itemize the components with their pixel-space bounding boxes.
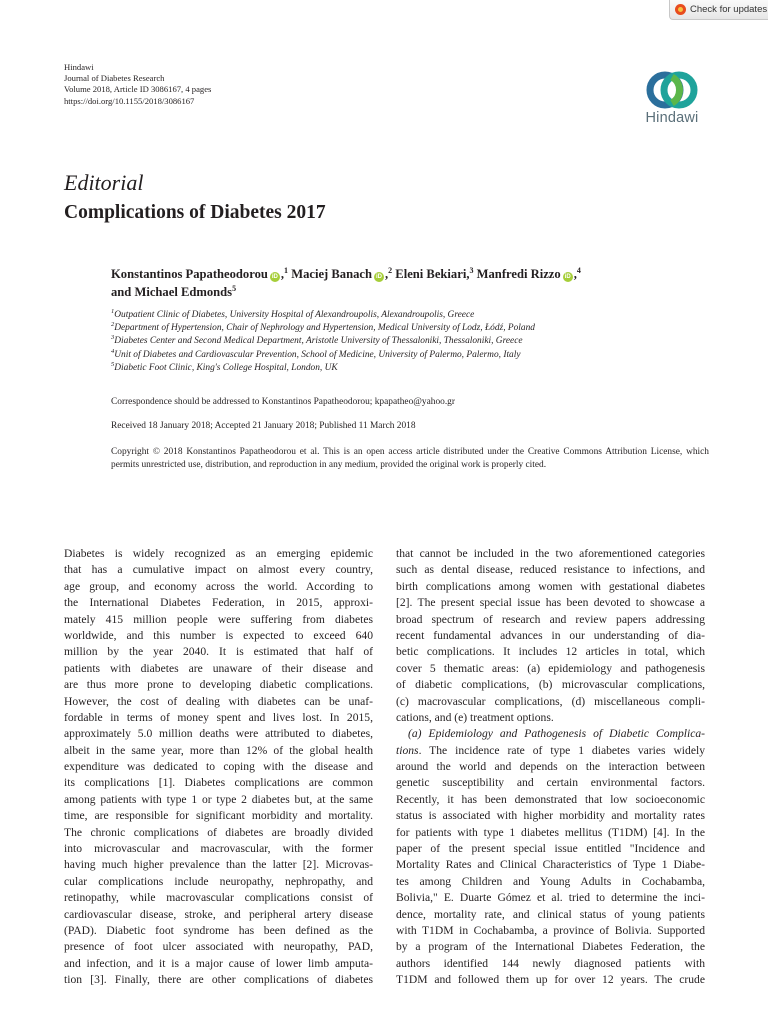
journal-name: Journal of Diabetes Research (64, 73, 165, 84)
body-line: are thus more prone to developing diabetic complications. (64, 678, 373, 692)
body-line: patients with diabetes are unaware of their disease and (64, 661, 373, 675)
body-line: worldwide, and this number is expected to exceed 640 (64, 628, 373, 642)
body-line: age group, and economy across the world. According to (64, 579, 373, 593)
body-line: recent fundamental advances in our understanding of dia- (396, 628, 705, 642)
author-affiliation-sup: 4 (576, 266, 581, 275)
body-line: mately 415 million people were suffering from diabetes (64, 612, 373, 626)
body-line: of diabetic complications, (b) microvascular complications, (396, 678, 705, 692)
affiliation-item: $^5$Diabetic Foot Clinic, King's College Hospital, London, UK (111, 360, 338, 373)
body-line: with T1DM in Cochabamba, a province of Bolivia. Supported (396, 923, 705, 937)
correspondence-note: Correspondence should be addressed to Konstantinos Papatheodorou; kpapatheo@yahoo.gr (111, 397, 455, 407)
body-line: dence, mortality rate, and clinical status of young patients (396, 907, 705, 921)
body-line: for patients with type 1 diabetes mellitus (T1DM) [4]. In the (396, 825, 705, 839)
body-line: million by the year 2040. It is estimated that half of (64, 645, 373, 659)
body-line: tion [3]. Finally, there are other complications of diabetes (64, 973, 373, 987)
body-line: cular complications include neuropathy, nephropathy, and (64, 874, 373, 888)
body-line: Mortality Rates and Clinical Characteristics of Type 1 Diabe- (396, 858, 705, 872)
article-title: Complications of Diabetes 2017 (64, 202, 326, 223)
orcid-icon[interactable]: iD (271, 274, 278, 280)
author-name[interactable]: and Michael Edmonds (111, 285, 233, 299)
body-line: [2]. The present special issue has been devoted to showcase a (396, 596, 705, 610)
author-name[interactable]: Maciej Banach (291, 267, 372, 281)
body-line: albeit in the same year, more than 12% of the global health (64, 743, 373, 757)
body-line: paper of the present special issue entitled "Incidence and (396, 842, 705, 856)
body-line: cardiovascular disease, stroke, and peripheral artery disease (64, 907, 373, 921)
body-line: that cannot be included in the two aforementioned categories (396, 547, 705, 560)
affiliation-item: $^2$Department of Hypertension, Chair of Nephrology and Hypertension, Medical University of Lodz, Łódź, Poland (111, 321, 535, 334)
author-name[interactable]: Konstantinos Papatheodorou (111, 267, 268, 281)
author-name[interactable]: Eleni Bekiari, (395, 267, 470, 281)
body-line: Recently, it has been demonstrated that low socioeconomic (396, 792, 705, 806)
body-line: having much higher prevalence than the latter [2]. Microvas- (64, 858, 373, 872)
body-line: However, the cost of dealing with diabetes can be unaf- (64, 694, 373, 708)
body-line: status is associated with higher morbidity and mortality rates (396, 809, 705, 823)
body-line: that has a cumulative impact on almost every country, (64, 563, 373, 577)
body-line: T1DM and followed them up for over 12 years. The crude (396, 973, 705, 987)
body-line: authors identified 144 newly diagnosed patients with (396, 956, 705, 970)
body-line: Diabetes is widely recognized as an emerging epidemic (64, 547, 373, 560)
check-for-updates-label: Check for updates (690, 4, 768, 15)
body-line: presence of foot ulcer associated with neuropathy, PAD, (64, 940, 373, 954)
body-line: fordable in terms of money spent and lives lost. In 2015, (64, 710, 373, 724)
orcid-icon[interactable]: iD (375, 274, 382, 280)
author-affiliation-sup: 5 (232, 284, 237, 293)
body-line: its complications [1]. Diabetes complications are common (64, 776, 373, 790)
author-affiliation-sup: 1 (284, 266, 289, 275)
copyright-notice: Copyright © 2018 Konstantinos Papatheodorou et al. This is an open access article distributed under the Creative Commons Attribution License, which permits unrestricted use, distribution, and reproduction in any medium, provided the original work is properly cited. (111, 447, 709, 471)
body-line: betic complications. It includes 12 articles in total, which (396, 645, 705, 659)
body-line: expenditure was dedicated to coping with the disease and (64, 760, 373, 774)
affiliation-item: $^4$Unit of Diabetes and Cardiovascular Prevention, School of Medicine, University of Palermo, Palermo, Italy (111, 347, 521, 360)
affiliation-item: $^3$Diabetes Center and Second Medical Department, Aristotle University of Thessaloniki, Thessaloniki, Greece (111, 334, 523, 347)
volume-info: Volume 2018, Article ID 3086167, 4 pages (64, 84, 212, 95)
body-line: broad spectrum of research and review papers addressing (396, 612, 705, 626)
body-line: approximately 5.0 million deaths were attributed to diabetes, (64, 727, 373, 741)
author-affiliation-sup: 2 (388, 266, 393, 275)
affiliation-list (111, 309, 711, 375)
body-line: (c) macrovascular complications, (d) miscellaneous compli- (396, 694, 705, 708)
body-line: into microvascular and macrovascular, with the former (64, 842, 373, 856)
article-type: Editorial (64, 170, 144, 195)
body-line: Bolivia," E. Duarte Gómez et al. tried to determine the inci- (396, 891, 705, 905)
body-line: The chronic complications of diabetes are broadly divided (64, 825, 373, 839)
body-line: by a program of the International Diabetes Federation, the (396, 940, 705, 954)
body-line: such as dental disease, reduced resistance to infections, and (396, 563, 705, 577)
body-line: around the world and depends on the interaction between (396, 760, 705, 774)
body-line: time, are responsible for significant morbidity and mortality. (64, 809, 373, 823)
publication-dates: Received 18 January 2018; Accepted 21 January 2018; Published 11 March 2018 (111, 421, 416, 431)
crossmark-icon (675, 4, 686, 15)
author-affiliation-sup: 3 (469, 266, 474, 275)
body-line: cations, and (e) treatment options. (396, 710, 554, 724)
hindawi-wordmark: Hindawi (645, 110, 699, 126)
body-column-left (64, 546, 373, 989)
doi-link[interactable]: https://doi.org/10.1155/2018/3086167 (64, 95, 195, 106)
body-line: cover 5 thematic areas: (a) epidemiology and pathogenesis (396, 661, 705, 675)
body-line: (PAD). Diabetic foot syndrome has been defined as the (64, 923, 373, 937)
body-line: the International Diabetes Federation, in 2015, approxi- (64, 596, 373, 610)
body-line: tes among Children and Young Adults in Cochabamba, (396, 874, 705, 888)
check-for-updates-button[interactable] (669, 0, 768, 20)
affiliation-item: $^1$Outpatient Clinic of Diabetes, University Hospital of Alexandroupolis, Alexandroupolis, Greece (111, 308, 475, 320)
body-line: birth complications among women with gestational diabetes (396, 579, 705, 593)
publisher-name: Hindawi (64, 62, 94, 72)
journal-meta (64, 62, 211, 107)
body-line: among patients with type 1 or type 2 diabetes but, at the same (64, 792, 373, 806)
body-line: genetic susceptibility and certain environmental factors. (396, 776, 705, 790)
body-line: (a) Epidemiology and Pathogenesis of Diabetic Complica- (408, 727, 705, 741)
body-column-right (396, 546, 705, 989)
body-line: and infection, and it is a major cause of lower limb amputa- (64, 956, 373, 970)
body-line: retinopathy, while macrovascular complications consist of (64, 891, 373, 905)
author-list: Konstantinos Papatheodorou iD ,$^1$ Maciej Banach iD ,$^2$ Eleni Bekiari,$^3$ Manfredi Rizzo iD ,$^4$ and Michael Edmonds$^5$ (111, 266, 581, 299)
orcid-icon[interactable]: iD (564, 274, 571, 280)
body-line: tions. The incidence rate of type 1 diabetes varies widely (396, 743, 705, 757)
author-name[interactable]: Manfredi Rizzo (476, 267, 561, 281)
